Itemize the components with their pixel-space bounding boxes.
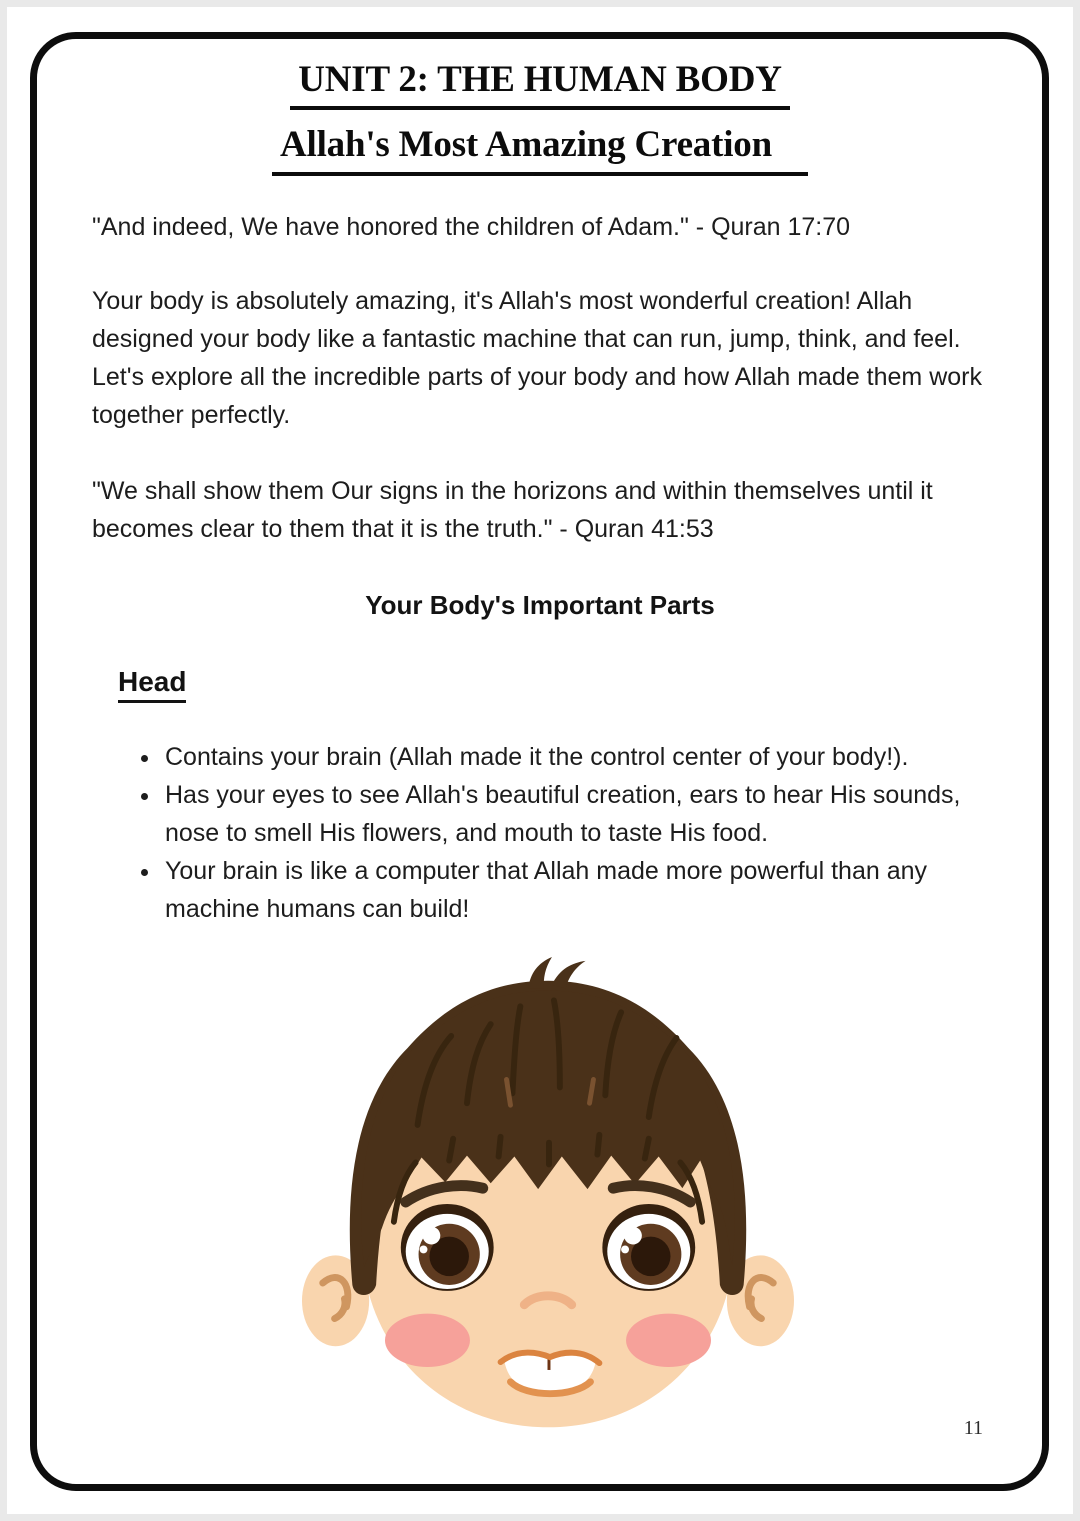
page-number: 11 [963, 1417, 983, 1439]
quran-quote-2: "We shall show them Our signs in the horizons and within themselves until it becomes clear to them that it is the truth." - Quran 41:53 [92, 476, 933, 543]
section-heading: Your Body's Important Parts [365, 589, 715, 620]
strand-icon [597, 1135, 599, 1155]
unit-title-line2: Allah's Most Amazing Creation [272, 124, 808, 175]
bullet-item-senses: • Has your eyes to see Allah's beautiful creation, ears to hear His sounds, nose to smell His flowers, and mouth to taste His food. [162, 776, 988, 852]
head-subheading-text: Head [118, 666, 186, 703]
eye-highlight [624, 1227, 642, 1245]
document-page [7, 7, 1073, 1514]
strand-icon [499, 1137, 501, 1157]
eye-highlight [423, 1227, 441, 1245]
left-eye [401, 1204, 494, 1291]
head-subheading [118, 666, 988, 698]
right-cheek [626, 1314, 711, 1367]
right-eye [602, 1204, 695, 1291]
eye-highlight-small [621, 1245, 629, 1253]
unit-title-line1: UNIT 2: THE HUMAN BODY [290, 59, 790, 110]
mouth [501, 1352, 600, 1393]
bullet-item-brain: • Contains your brain (Allah made it the control center of your body!). [162, 738, 988, 776]
left-cheek [385, 1314, 470, 1367]
bullet-item-computer: • Your brain is like a computer that Allah made more powerful than any machine humans can build! [162, 852, 988, 928]
strand-icon [645, 1139, 649, 1159]
intro-paragraph: Your body is absolutely amazing, it's Allah's most wonderful creation! Allah designed your body like a fantastic machine that can run, jump, think, and feel. Let's explore all the incredible parts of your body and how Allah made them work together perfectly. [92, 286, 982, 429]
page-content [92, 7, 988, 1452]
eye-highlight-small [420, 1245, 428, 1253]
head-bullet-list [92, 738, 988, 928]
quran-quote-1: "And indeed, We have honored the children of Adam." - Quran 17:70 [92, 212, 851, 241]
unit-title [92, 59, 988, 176]
strand-icon [449, 1139, 453, 1161]
boy-head-svg [301, 952, 795, 1452]
boy-head-illustration [301, 952, 795, 1452]
